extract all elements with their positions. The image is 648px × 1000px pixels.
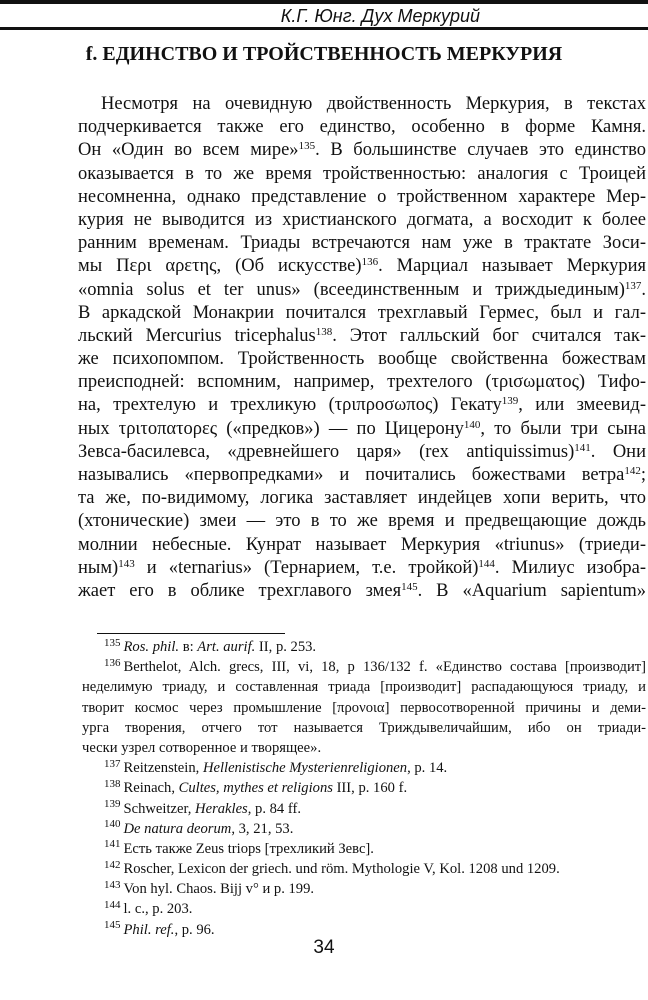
text-run: оказывается в то же время тройственностью: аналогия с Троицей bbox=[78, 163, 646, 184]
running-header-title: К.Г. Юнг. Дух Меркурий bbox=[280, 6, 480, 26]
body-line bbox=[78, 441, 646, 464]
footnote-number: 145 bbox=[104, 919, 121, 932]
body-line bbox=[78, 232, 646, 255]
text-run: . В «Aquarium sapientum» bbox=[417, 580, 646, 601]
text-run: и «ternarius» (Тернарием, т.е. тройкой) bbox=[134, 557, 479, 578]
text-run: , то были три сына bbox=[480, 418, 646, 439]
footnote bbox=[82, 758, 646, 778]
footnote bbox=[82, 799, 646, 819]
text-run: . Милиус изобра- bbox=[494, 557, 647, 578]
header-top-rule bbox=[0, 0, 648, 4]
footnote-text: Reinach, Cultes, mythes et religions III, p. 160 f. bbox=[123, 780, 408, 797]
footnote-number: 143 bbox=[104, 878, 121, 891]
footnote-text: Berthelot, Alch. grecs, III, vi, 18, p 136/132 f. «Единство состава [производит] bbox=[123, 659, 646, 676]
footnote-number: 135 bbox=[104, 636, 121, 649]
text-run: на, трехтелую и трехликую (τριπροσωπος) Гекату bbox=[78, 395, 502, 416]
text-run: молнии небесные. Кунрат называет Меркурия «triunus» (триеди- bbox=[78, 534, 646, 555]
text-run: жает его в облике трехглавого змея bbox=[78, 580, 402, 601]
footnote bbox=[82, 778, 646, 798]
body-line bbox=[78, 487, 646, 510]
footnote bbox=[82, 859, 646, 879]
footnote-number: 140 bbox=[104, 818, 121, 831]
footnote-ref: 140 bbox=[463, 418, 481, 431]
body-line bbox=[78, 394, 646, 417]
text-run: (хтонические) змеи — это в то же время и предвещающие дождь bbox=[78, 511, 646, 532]
body-line bbox=[78, 510, 646, 533]
footnote-text: чески узрел сотворенное и творящее». bbox=[82, 739, 322, 756]
text-run: же психопомпом. Тройственность вообще свойственна божествам bbox=[78, 349, 646, 370]
text-run: назывались «первопредками» и почитались божествами ветра bbox=[78, 465, 625, 485]
text-run: . Они bbox=[590, 441, 646, 462]
footnote-number: 142 bbox=[104, 858, 121, 871]
footnote-ref: 143 bbox=[118, 557, 135, 570]
text-run: ; bbox=[640, 465, 646, 485]
text-run: , или змеевид- bbox=[518, 395, 646, 416]
section-title: f. ЕДИНСТВО И ТРОЙСТВЕННОСТЬ МЕРКУРИЯ bbox=[85, 43, 563, 65]
body-line bbox=[78, 418, 646, 441]
footnote bbox=[82, 637, 646, 657]
running-header bbox=[0, 0, 648, 28]
footnote-ref: 136 bbox=[361, 256, 379, 269]
text-run: . Марциал называет Меркурия bbox=[378, 256, 647, 277]
body-line bbox=[78, 302, 646, 325]
body-line bbox=[78, 371, 646, 394]
footnote-separator bbox=[97, 633, 285, 634]
body-line bbox=[78, 557, 646, 580]
body-line bbox=[78, 163, 646, 186]
text-run: . bbox=[641, 279, 646, 300]
footnote-text: De natura deorum, 3, 21, 53. bbox=[123, 820, 294, 837]
footnote-ref: 139 bbox=[501, 395, 519, 408]
footnote-ref: 141 bbox=[574, 441, 591, 454]
footnote-text: Roscher, Lexicon der griech. und röm. Mythologie V, Kol. 1208 und 1209. bbox=[123, 861, 560, 878]
body-line bbox=[78, 464, 646, 487]
footnote-text: творит космос через промышление [προνοια] первосотворенной причины и деми- bbox=[82, 699, 646, 716]
body-line bbox=[78, 116, 646, 139]
text-run: подчеркивается также его единство, особенно в форме Камня. bbox=[78, 117, 646, 138]
footnote-ref: 142 bbox=[624, 464, 641, 477]
text-run: Он «Один во всем мире» bbox=[78, 140, 299, 161]
footnote-text: Reitzenstein, Hellenistische Mysterienreligionen, p. 14. bbox=[123, 760, 448, 777]
footnote-ref: 138 bbox=[315, 325, 333, 338]
footnote-number: 137 bbox=[104, 757, 121, 770]
text-run: несомненна, однако представление о тройственном характере Мер- bbox=[78, 186, 646, 207]
footnote-text: Ros. phil. в: Art. aurif. II, p. 253. bbox=[123, 639, 317, 655]
footnote-ref: 135 bbox=[298, 140, 316, 153]
body-line bbox=[78, 580, 646, 603]
footnote bbox=[82, 839, 646, 859]
body-text bbox=[78, 93, 646, 603]
body-line bbox=[78, 255, 646, 278]
footnote bbox=[82, 879, 646, 899]
footnote-text: Schweitzer, Herakles, p. 84 ff. bbox=[123, 800, 301, 817]
footnote-text: неделимую триаду, и составленная триада [производит] распадающуюся триаду, и bbox=[82, 679, 646, 696]
text-run: . Этот галльский бог считался так- bbox=[332, 325, 646, 346]
body-line bbox=[78, 93, 646, 116]
text-run: В аркадской Монакрии почитался трехглавый Гермес, был и гал- bbox=[78, 302, 646, 323]
text-run: . В большинстве случаев это единство bbox=[315, 140, 647, 161]
body-line bbox=[78, 186, 646, 209]
footnote-text: урга творения, отчего тот называется Триждывеличайшим, ибо он триади- bbox=[82, 719, 646, 736]
footnote bbox=[82, 677, 646, 697]
footnote bbox=[82, 698, 646, 718]
text-run: та же, по-видимому, логика заставляет индейцев хопи верить, что bbox=[78, 488, 646, 509]
footnote bbox=[82, 738, 646, 758]
text-run: мы Περι αρετης, (Об искусстве) bbox=[78, 256, 362, 277]
text-run: преисподней: вспомним, например, трехтелого (τρισωματος) Тифо- bbox=[78, 372, 646, 393]
body-line bbox=[78, 348, 646, 371]
footnote-ref: 145 bbox=[401, 580, 418, 593]
text-run: ным) bbox=[78, 557, 119, 578]
page-number: 34 bbox=[313, 937, 335, 958]
text-run: Несмотря на очевидную двойственность Меркурия, в текстах bbox=[101, 94, 646, 114]
body-line bbox=[78, 325, 646, 348]
footnote bbox=[82, 819, 646, 839]
footnote-number: 138 bbox=[104, 777, 121, 790]
text-run: «omnia solus et ter unus» (всеединственным и триждыединым) bbox=[78, 279, 625, 300]
footnote-text: Von hyl. Chaos. Bijj v° и p. 199. bbox=[123, 881, 315, 898]
text-run: ранним временам. Триады встречаются нам уже в трактате Зоси- bbox=[78, 233, 646, 254]
footnote-ref: 137 bbox=[624, 279, 642, 292]
footnote-text: l. c., p. 203. bbox=[123, 901, 193, 918]
footnote bbox=[82, 899, 646, 919]
footnote bbox=[82, 718, 646, 738]
body-line bbox=[78, 209, 646, 232]
footnote-number: 139 bbox=[104, 798, 121, 810]
footnotes bbox=[82, 637, 646, 940]
text-run: Зевса-басилевса, «древнейшего царя» (rex antiquissimus) bbox=[78, 441, 575, 462]
footnote-number: 144 bbox=[104, 898, 121, 911]
text-run: ных τριτοπατορες («предков») — по Цицерону bbox=[78, 418, 464, 439]
footnote-text: Есть также Zeus triops [трехликий Зевс]. bbox=[123, 840, 374, 857]
footnote bbox=[104, 657, 646, 677]
text-run: курия не выводится из христианского догмата, а восходит к более bbox=[78, 209, 646, 230]
footnote-ref: 144 bbox=[478, 557, 495, 570]
text-run: льский Mercurius tricephalus bbox=[78, 325, 316, 346]
body-line bbox=[78, 279, 646, 302]
footnote-text: Phil. ref., p. 96. bbox=[123, 921, 215, 938]
header-rule bbox=[0, 27, 648, 30]
footnote-number: 136 bbox=[104, 656, 121, 669]
body-line bbox=[78, 534, 646, 557]
body-line bbox=[78, 139, 646, 162]
footnote-number: 141 bbox=[104, 838, 121, 851]
